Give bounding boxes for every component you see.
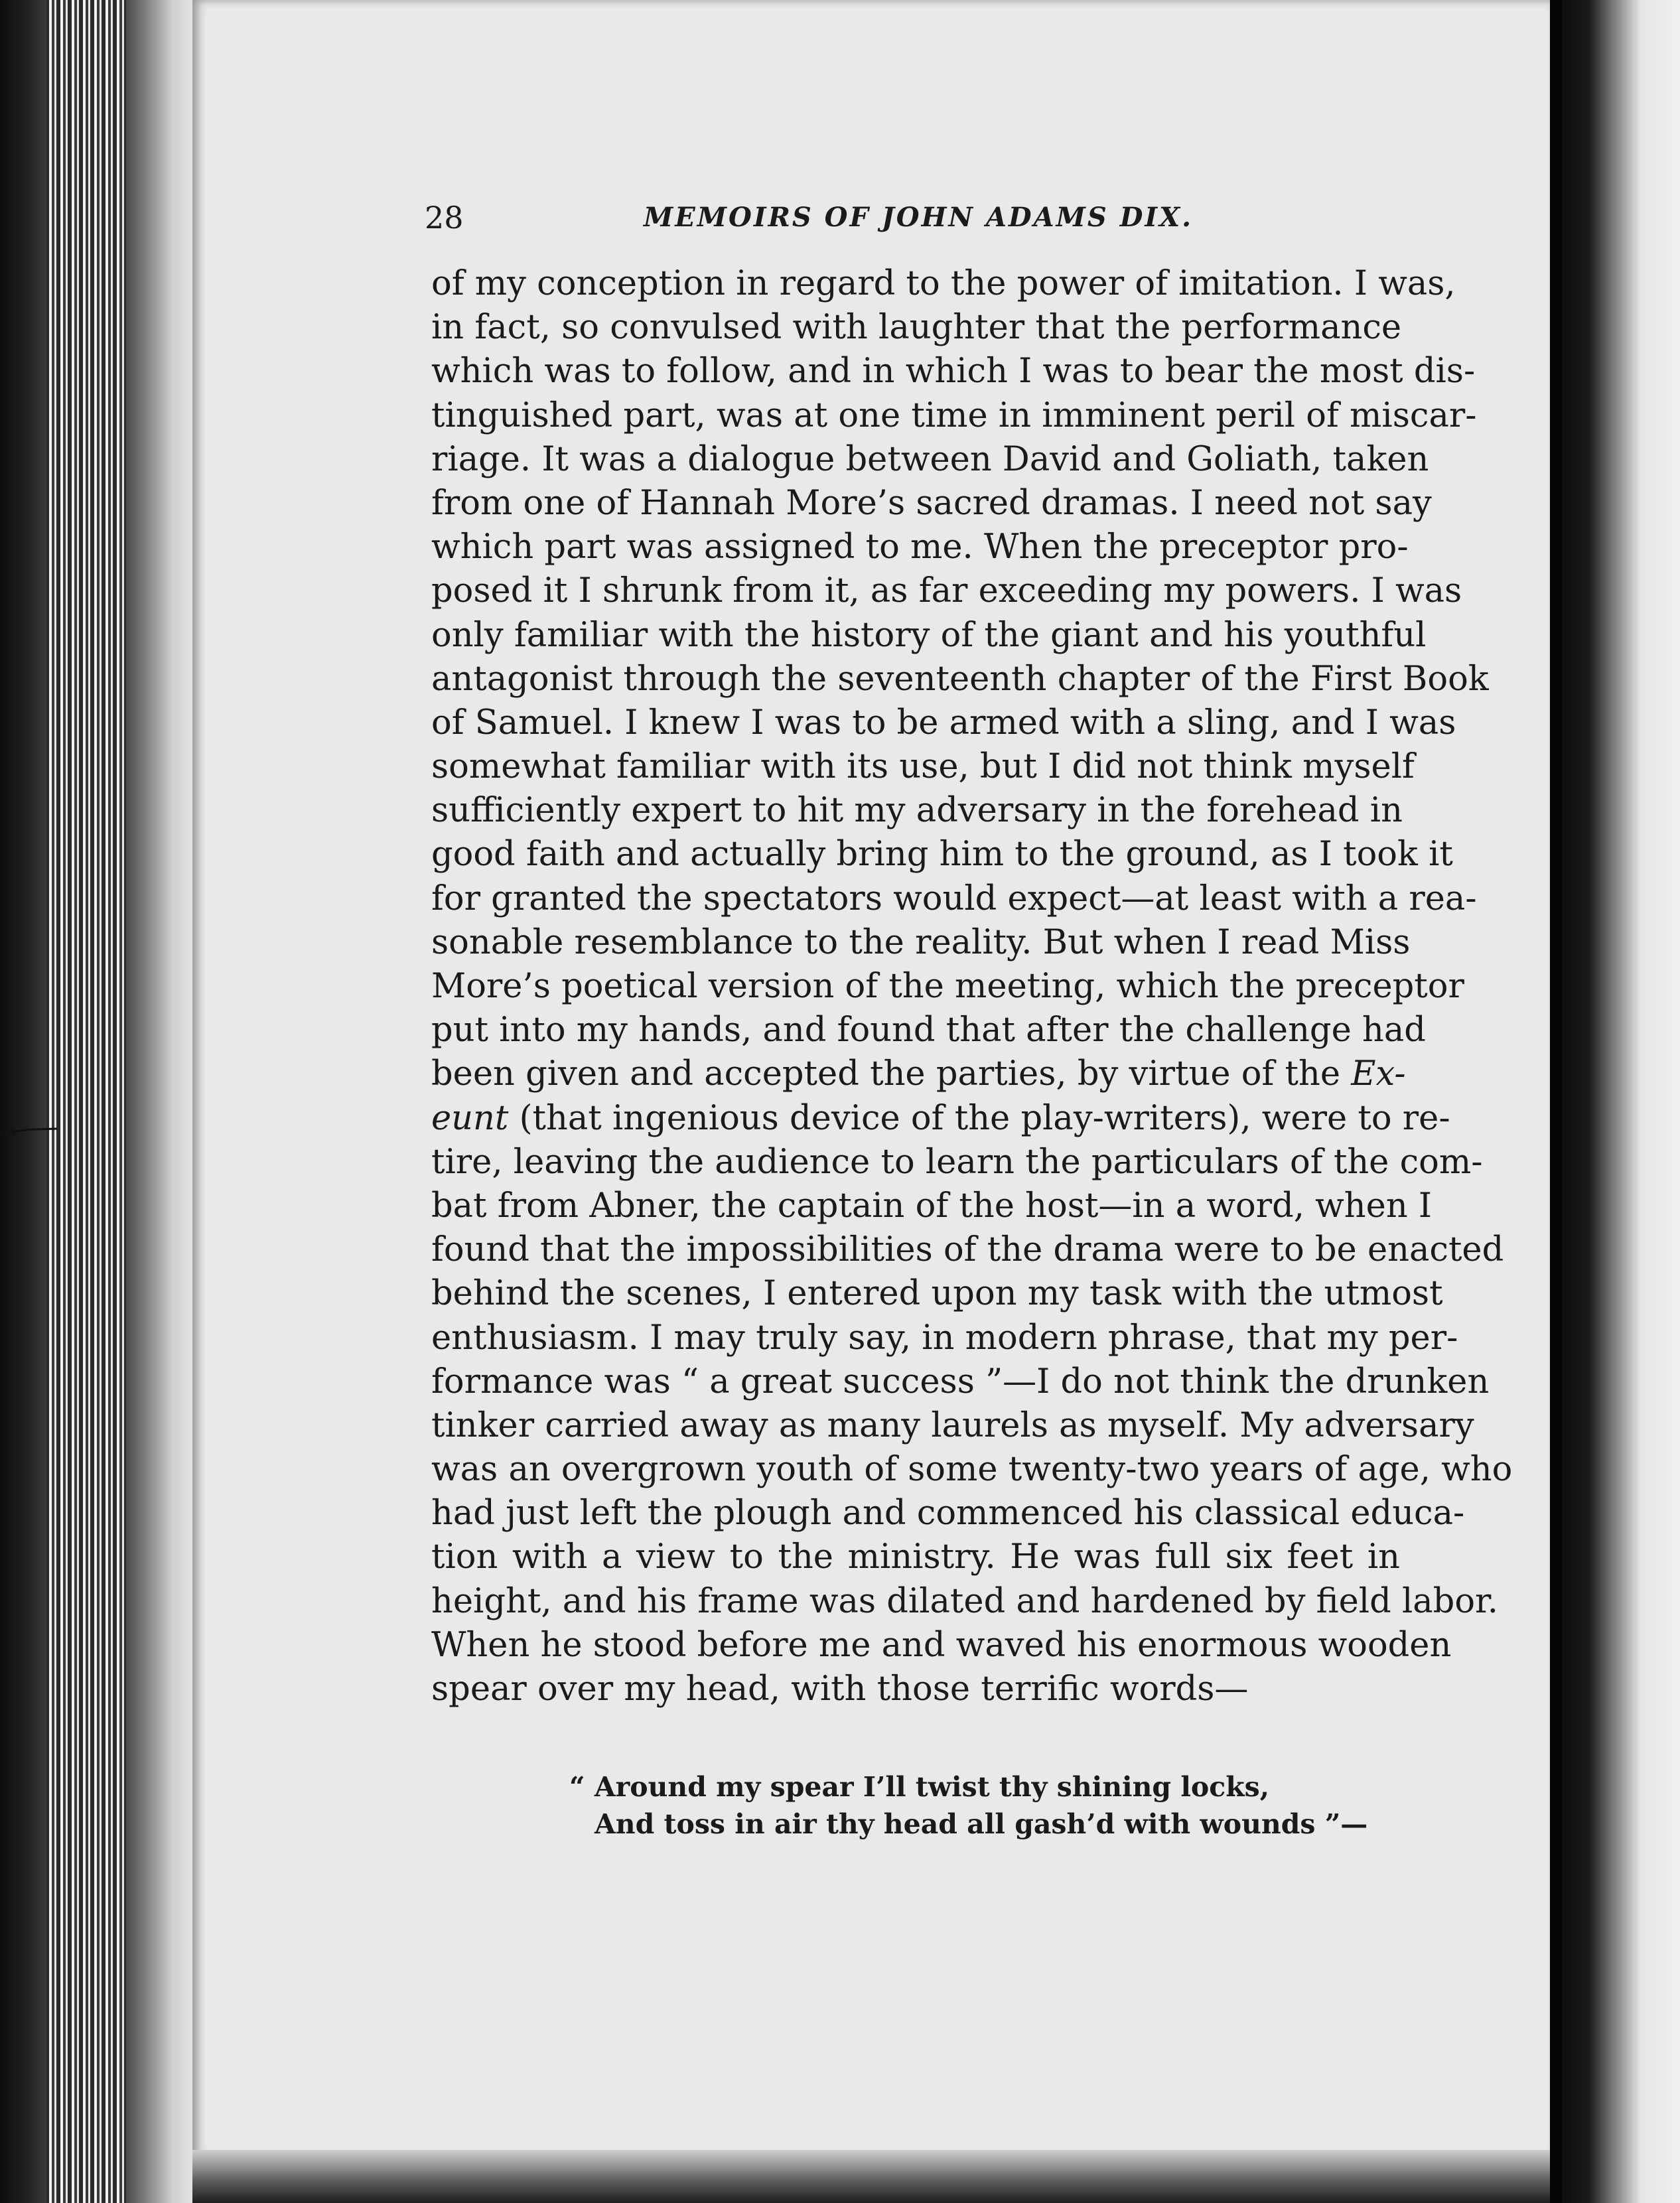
text-line: of my conception in regard to the power of imitation. I was, xyxy=(431,264,1456,303)
text-line: posed it I shrunk from it, as far exceeding my powers. I was xyxy=(431,571,1462,611)
right-gutter xyxy=(1550,0,1680,2203)
italic-exeunt-part2: eunt xyxy=(431,1098,509,1138)
text-line: sonable resemblance to the reality. But when I read Miss xyxy=(431,922,1411,962)
verse-quote xyxy=(569,1768,1368,1843)
page-edge-gradient xyxy=(126,0,192,2203)
text-line: When he stood before me and waved his enormous wooden xyxy=(431,1625,1452,1665)
text-line: height, and his frame was dilated and hardened by field labor. xyxy=(431,1581,1499,1621)
stray-mark-icon xyxy=(0,1127,57,1136)
text-line: found that the impossibilities of the drama were to be enacted xyxy=(431,1230,1504,1270)
text-line-with-italic xyxy=(431,1097,1450,1141)
running-title: MEMOIRS OF JOHN ADAMS DIX. xyxy=(644,202,1194,233)
right-gutter-line xyxy=(1550,0,1562,2203)
page-number: 28 xyxy=(425,200,464,236)
body-paragraph xyxy=(431,262,1513,1711)
text-line: tion with a view to the ministry. He was full six feet in xyxy=(431,1537,1400,1577)
text-line: of Samuel. I knew I was to be armed with a sling, and I was xyxy=(431,703,1456,743)
text-line: only familiar with the history of the giant and his youthful xyxy=(431,615,1427,655)
text-line: bat from Abner, the captain of the host—in a word, when I xyxy=(431,1186,1433,1226)
text-line: somewhat familiar with its use, but I did not think myself xyxy=(431,747,1415,787)
text-line: which part was assigned to me. When the preceptor pro- xyxy=(431,528,1409,567)
text-line: tinker carried away as many laurels as myself. My adversary xyxy=(431,1405,1474,1445)
text-line: spear over my head, with those terrific words— xyxy=(431,1670,1249,1709)
text-line: put into my hands, and found that after the challenge had xyxy=(431,1011,1426,1050)
text-line: good faith and actually bring him to the ground, as I took it xyxy=(431,835,1453,875)
text-line: which was to follow, and in which I was to bear the most dis- xyxy=(431,352,1476,391)
text-line: behind the scenes, I entered upon my task with the utmost xyxy=(431,1274,1443,1314)
text-line: riage. It was a dialogue between David and Goliath, taken xyxy=(431,439,1429,479)
text-line: for granted the spectators would expect—at least with a rea- xyxy=(431,879,1477,918)
page-bottom-shadow xyxy=(192,2150,1550,2203)
text-line: tinguished part, was at one time in imminent peril of miscar- xyxy=(431,395,1477,435)
text-line: in fact, so convulsed with laughter that the performance xyxy=(431,308,1402,348)
text-segment: been given and accepted the parties, by virtue of the xyxy=(431,1054,1352,1094)
italic-exeunt-part1: Ex- xyxy=(1351,1054,1406,1094)
text-line-with-italic xyxy=(431,1052,1406,1096)
running-head xyxy=(425,196,1400,239)
book-spine-shadow xyxy=(0,0,46,2203)
text-line: More’s poetical version of the meeting, which the preceptor xyxy=(431,967,1464,1006)
verse-line: “ Around my spear I’ll twist thy shining locks, xyxy=(569,1771,1270,1803)
text-line: sufficiently expert to hit my adversary in the forehead in xyxy=(431,791,1403,831)
text-line: was an overgrown youth of some twenty-two years of age, who xyxy=(431,1450,1513,1490)
text-line: enthusiasm. I may truly say, in modern phrase, that my per- xyxy=(431,1318,1458,1358)
verse-line: And toss in air thy head all gash’d with wounds ”— xyxy=(595,1808,1368,1840)
text-line: antagonist through the seventeenth chapter of the First Book xyxy=(431,659,1489,699)
text-segment: (that ingenious device of the play-writers), were to re- xyxy=(519,1098,1450,1138)
text-line: had just left the plough and commenced his classical educa- xyxy=(431,1494,1465,1533)
text-line: from one of Hannah More’s sacred dramas. I need not say xyxy=(431,483,1432,523)
text-line: tire, leaving the audience to learn the particulars of the com- xyxy=(431,1142,1483,1182)
text-line: formance was “ a great success ”—I do not think the drunken xyxy=(431,1362,1490,1401)
